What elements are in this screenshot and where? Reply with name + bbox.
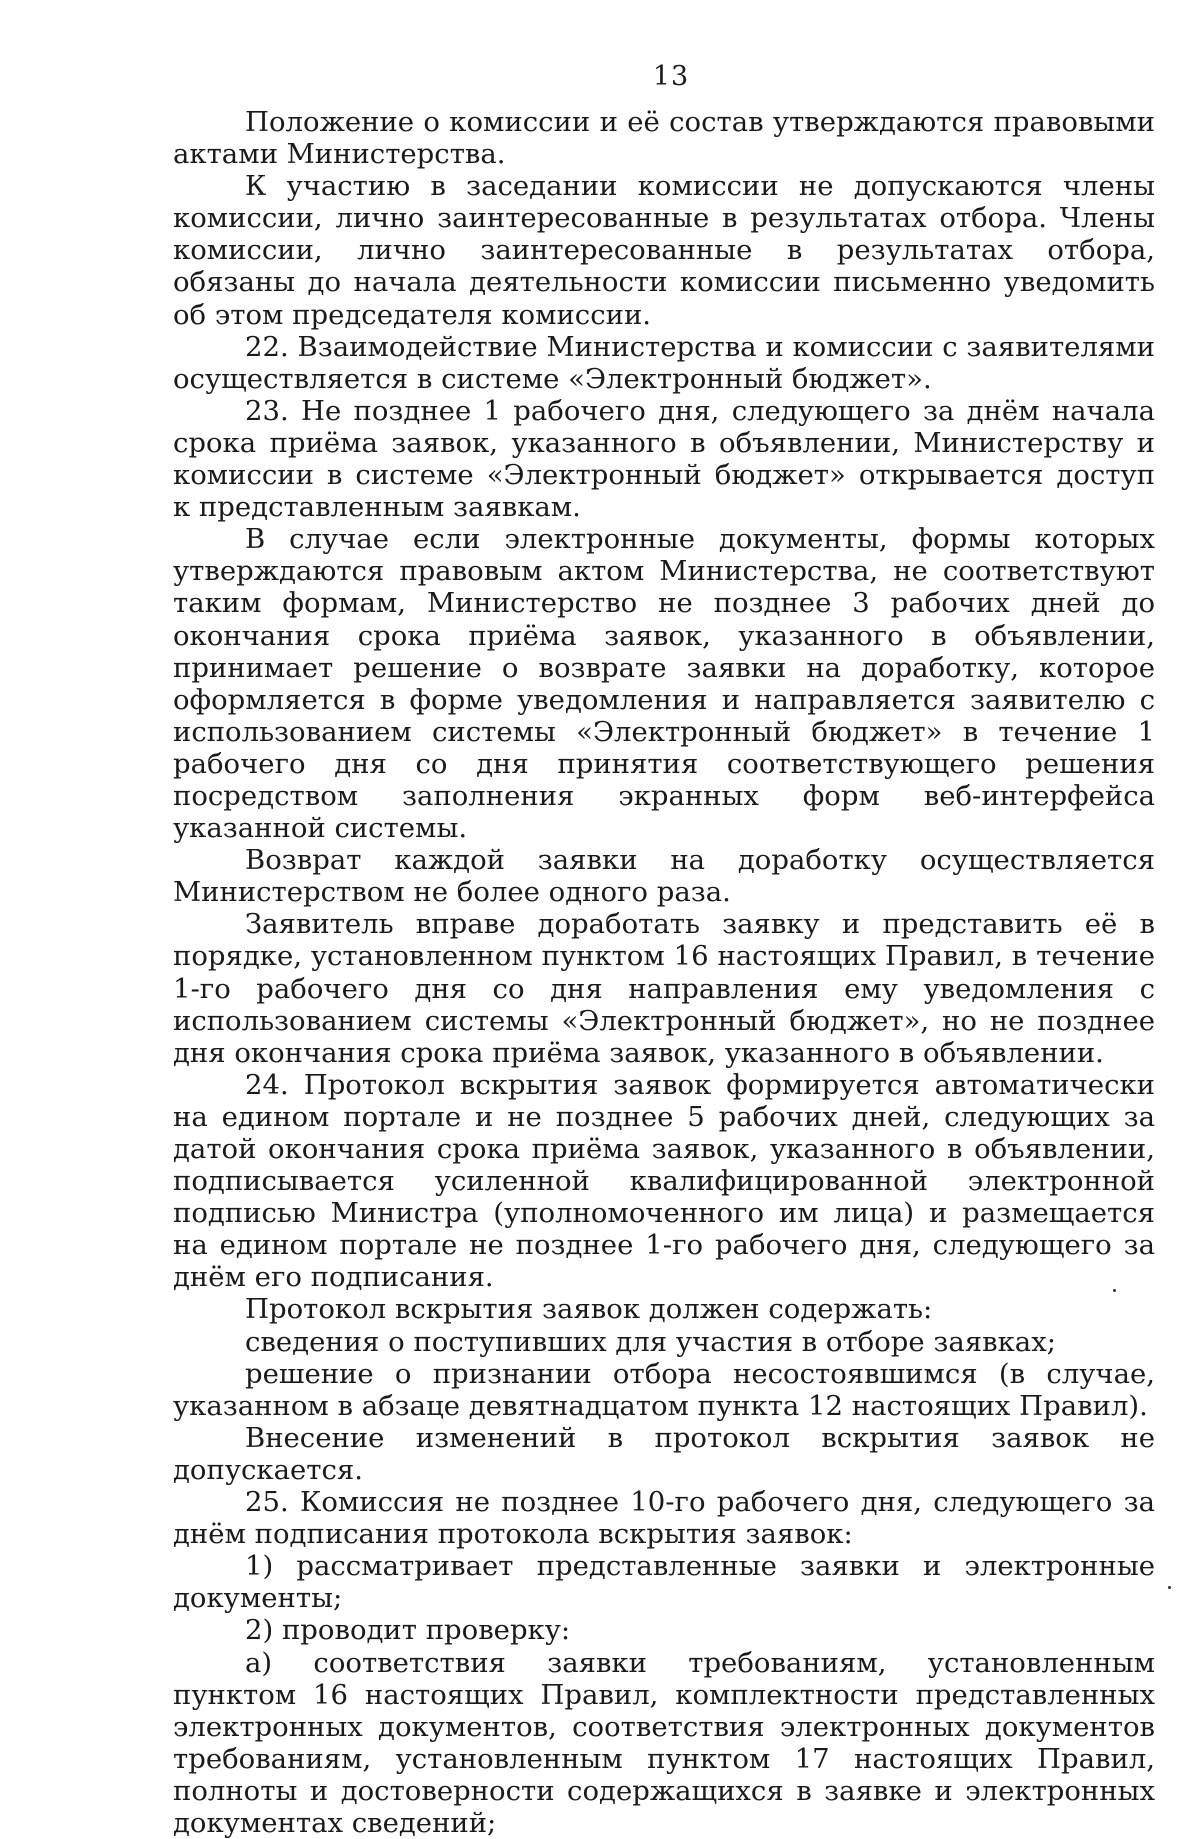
paragraph-24-item-decision: решение о признании отбора несостоявшимся (в случае, указанном в абзаце девятнадцатом пункта 12 настоящих Правил). [173, 1358, 1155, 1422]
paragraph-25: 25. Комиссия не позднее 10-го рабочего дня, следующего за днём подписания протокола вскрытия заявок: [173, 1486, 1155, 1550]
paragraph-24: 24. Протокол вскрытия заявок формируется автоматически на едином портале и не позднее 5 рабочих дней, следующих за датой окончания срока приёма заявок, указанного в объявлении, подписывается усиленной квалифицированной электронной подписью Министра (уполномоченного им лица) и размещается на едином портале не позднее 1-го рабочего дня, следующего за днём его подписания. [173, 1069, 1155, 1294]
paragraph-23: 23. Не позднее 1 рабочего дня, следующего за днём начала срока приёма заявок, указанного в объявлении, Министерству и комиссии в системе «Электронный бюджет» открывается доступ к представленным заявкам. [173, 395, 1155, 523]
scan-speck [1168, 1586, 1171, 1589]
paragraph-commission-members: К участию в заседании комиссии не допускаются члены комиссии, лично заинтересованные в результатах отбора. Члены комиссии, лично заинтересованные в результатах отбора, обязаны до начала деятельности комиссии письменно уведомить об этом председателя комиссии. [173, 170, 1155, 330]
paragraph-25-item-2: 2) проводит проверку: [173, 1614, 1155, 1646]
paragraph-25-item-1: 1) рассматривает представленные заявки и электронные документы; [173, 1550, 1155, 1614]
paragraph-22: 22. Взаимодействие Министерства и комиссии с заявителями осуществляется в системе «Электронный бюджет». [173, 331, 1155, 395]
paragraph-24-no-changes: Внесение изменений в протокол вскрытия заявок не допускается. [173, 1422, 1155, 1486]
paragraph-25-item-2a: а) соответствия заявки требованиям, установленным пунктом 16 настоящих Правил, комплектности представленных электронных документов, соответствия электронных документов требованиям, установленным пунктом 17 настоящих Правил, полноты и достоверности содержащихся в заявке и электронных документах сведений; [173, 1647, 1155, 1839]
document-body [173, 106, 1155, 1839]
paragraph-24-item-applications: сведения о поступивших для участия в отборе заявках; [173, 1326, 1155, 1358]
paragraph-23-return-once: Возврат каждой заявки на доработку осуществляется Министерством не более одного раза. [173, 844, 1155, 908]
paragraph-23-return: В случае если электронные документы, формы которых утверждаются правовым актом Министерства, не соответствуют таким формам, Министерство не позднее 3 рабочих дней до окончания срока приёма заявок, указанного в объявлении, принимает решение о возврате заявки на доработку, которое оформляется в форме уведомления и направляется заявителю с использованием системы «Электронный бюджет» в течение 1 рабочего дня со дня принятия соответствующего решения посредством заполнения экранных форм веб-интерфейса указанной системы. [173, 523, 1155, 844]
paragraph-24-protocol-contents: Протокол вскрытия заявок должен содержать: [173, 1293, 1155, 1325]
paragraph-23-rework: Заявитель вправе доработать заявку и представить её в порядке, установленном пунктом 16 настоящих Правил, в течение 1-го рабочего дня со дня направления ему уведомления с использованием системы «Электронный бюджет», но не позднее дня окончания срока приёма заявок, указанного в объявлении. [173, 908, 1155, 1068]
paragraph-commission-regulation: Положение о комиссии и её состав утверждаются правовыми актами Министерства. [173, 106, 1155, 170]
page-number: 13 [0, 62, 1200, 92]
scan-speck [1113, 1289, 1116, 1292]
